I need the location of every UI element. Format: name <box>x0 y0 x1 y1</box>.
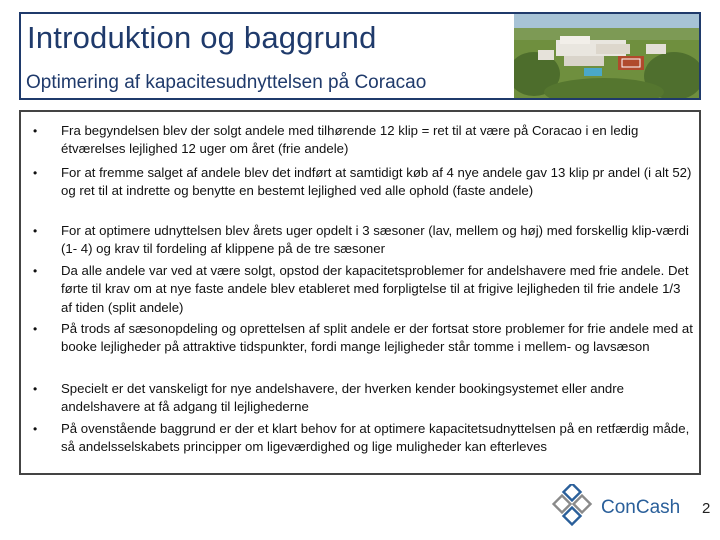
slide-title: Introduktion og baggrund <box>27 20 377 55</box>
bullet-marker: • <box>33 224 38 238</box>
bullet-text: For at optimere udnyttelsen blev årets uger opdelt i 3 sæsoner (lav, mellem og høj) med forskellig klip-værdi (1- 4) og krav til fordeling af klippene på de tre sæsoner <box>61 223 689 257</box>
bullet-text: For at fremme salget af andele blev det indført at samtidigt køb af 4 nye andele gav 13 klip pr andel (i alt 52) og ret til at indrette og benytte en bestemt lejlighed ved alle ophold (faste andele) <box>61 165 692 199</box>
bullet-marker: • <box>33 422 38 436</box>
bullet-marker: • <box>33 382 38 396</box>
resort-photo-graphic <box>514 14 699 98</box>
bullet-marker: • <box>33 264 38 278</box>
bullet-marker: • <box>33 166 38 180</box>
bullet-text: Da alle andele var ved at være solgt, opstod der kapacitetsproblemer for andelshavere med frie andele. Det førte til krav om at nye faste andele blev etableret med forpligtelse til at frigive lejligheden til frie andele 1/3 af tiden (split andele) <box>61 263 689 315</box>
slide-subtitle: Optimering af kapacitesudnyttelsen på Coracao <box>26 72 427 93</box>
concash-logo-text: ConCash <box>601 497 681 518</box>
bullet-marker: • <box>33 124 38 138</box>
bullet-text: Specielt er det vanskeligt for nye andelshavere, der hverken kender bookingsystemet eller andre andelshavere at få adgang til lejlighederne <box>61 381 624 415</box>
bullet-text: Fra begyndelsen blev der solgt andele med tilhørende 12 klip = ret til at være på Coracao i en ledig étværelses lejlighed 12 uger om året (frie andele) <box>61 123 639 157</box>
resort-aerial-photo <box>514 14 699 98</box>
bullet-text: På trods af sæsonopdeling og oprettelsen af split andele er der fortsat store problemer for frie andele med at booke lejligheder på attraktive tidspunkter, fordi mange lejligheder står tomme i mellem- og lavsæson <box>61 321 693 355</box>
bullet-text: På ovenstående baggrund er der et klart behov for at optimere kapacitetsudnyttelsen på en retfærdig måde, så andelsselskabets principper om ligeværdighed og lige muligheder kan efterleves <box>61 421 690 455</box>
content-frame <box>19 110 701 475</box>
bullet-marker: • <box>33 322 38 336</box>
page-number: 2 <box>702 500 711 517</box>
concash-diamond-logo-icon <box>552 484 602 528</box>
